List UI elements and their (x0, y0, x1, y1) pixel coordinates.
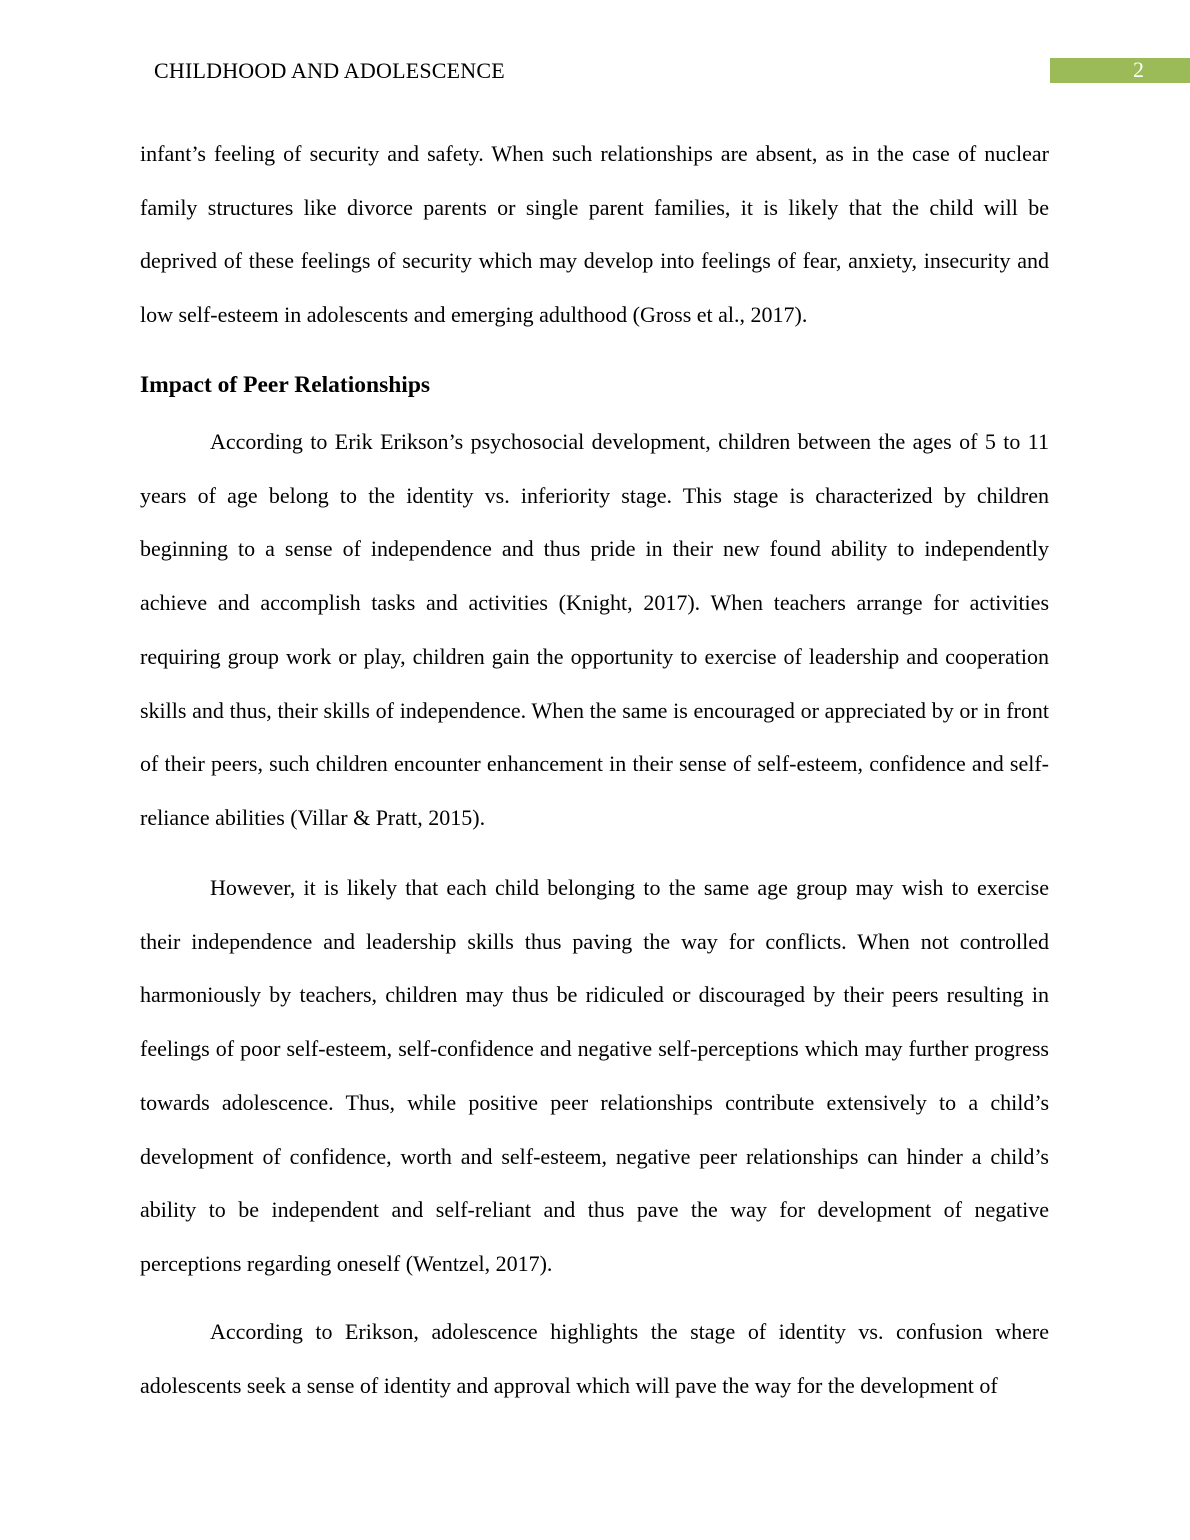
paragraph-2: However, it is likely that each child belonging to the same age group may wish to exercise their independence and leadership skills thus paving the way for conflicts. When not controlled harmoniously by teachers, children may thus be ridiculed or discouraged by their peers resulting in feelings of poor self-esteem, self-confidence and negative self-perceptions which may further progress towards adolescence. Thus, while positive peer relationships contribute extensively to a child’s development of confidence, worth and self-esteem, negative peer relationships can hinder a child’s ability to be independent and self-reliant and thus pave the way for development of negative perceptions regarding oneself (Wentzel, 2017). (140, 875, 1049, 1276)
section-heading: Impact of Peer Relationships (140, 372, 431, 398)
running-head: CHILDHOOD AND ADOLESCENCE (154, 58, 505, 83)
paragraph-continued: infant’s feeling of security and safety. When such relationships are absent, as in the case of nuclear family structures like divorce parents or single parent families, it is likely that the child will be deprived of these feelings of security which may develop into feelings of fear, anxiety, insecurity and low self-esteem in adolescents and emerging adulthood (Gross et al., 2017). (140, 141, 1049, 328)
page-number: 2 (1133, 57, 1144, 82)
paragraph-1: According to Erik Erikson’s psychosocial development, children between the ages of 5 to 11 years of age belong to the identity vs. inferiority stage. This stage is characterized by children beginning to a sense of independence and thus pride in their new found ability to independently achieve and accomplish tasks and activities (Knight, 2017). When teachers arrange for activities requiring group work or play, children gain the opportunity to exercise of leadership and cooperation skills and thus, their skills of independence. When the same is encouraged or appreciated by or in front of their peers, such children encounter enhancement in their sense of self-esteem, confidence and self-reliance abilities (Villar & Pratt, 2015). (140, 429, 1049, 830)
paragraph-3: According to Erikson, adolescence highlights the stage of identity vs. confusion where adolescents seek a sense of identity and approval which will pave the way for the development of (140, 1319, 1049, 1398)
page-number-box (1050, 58, 1190, 83)
